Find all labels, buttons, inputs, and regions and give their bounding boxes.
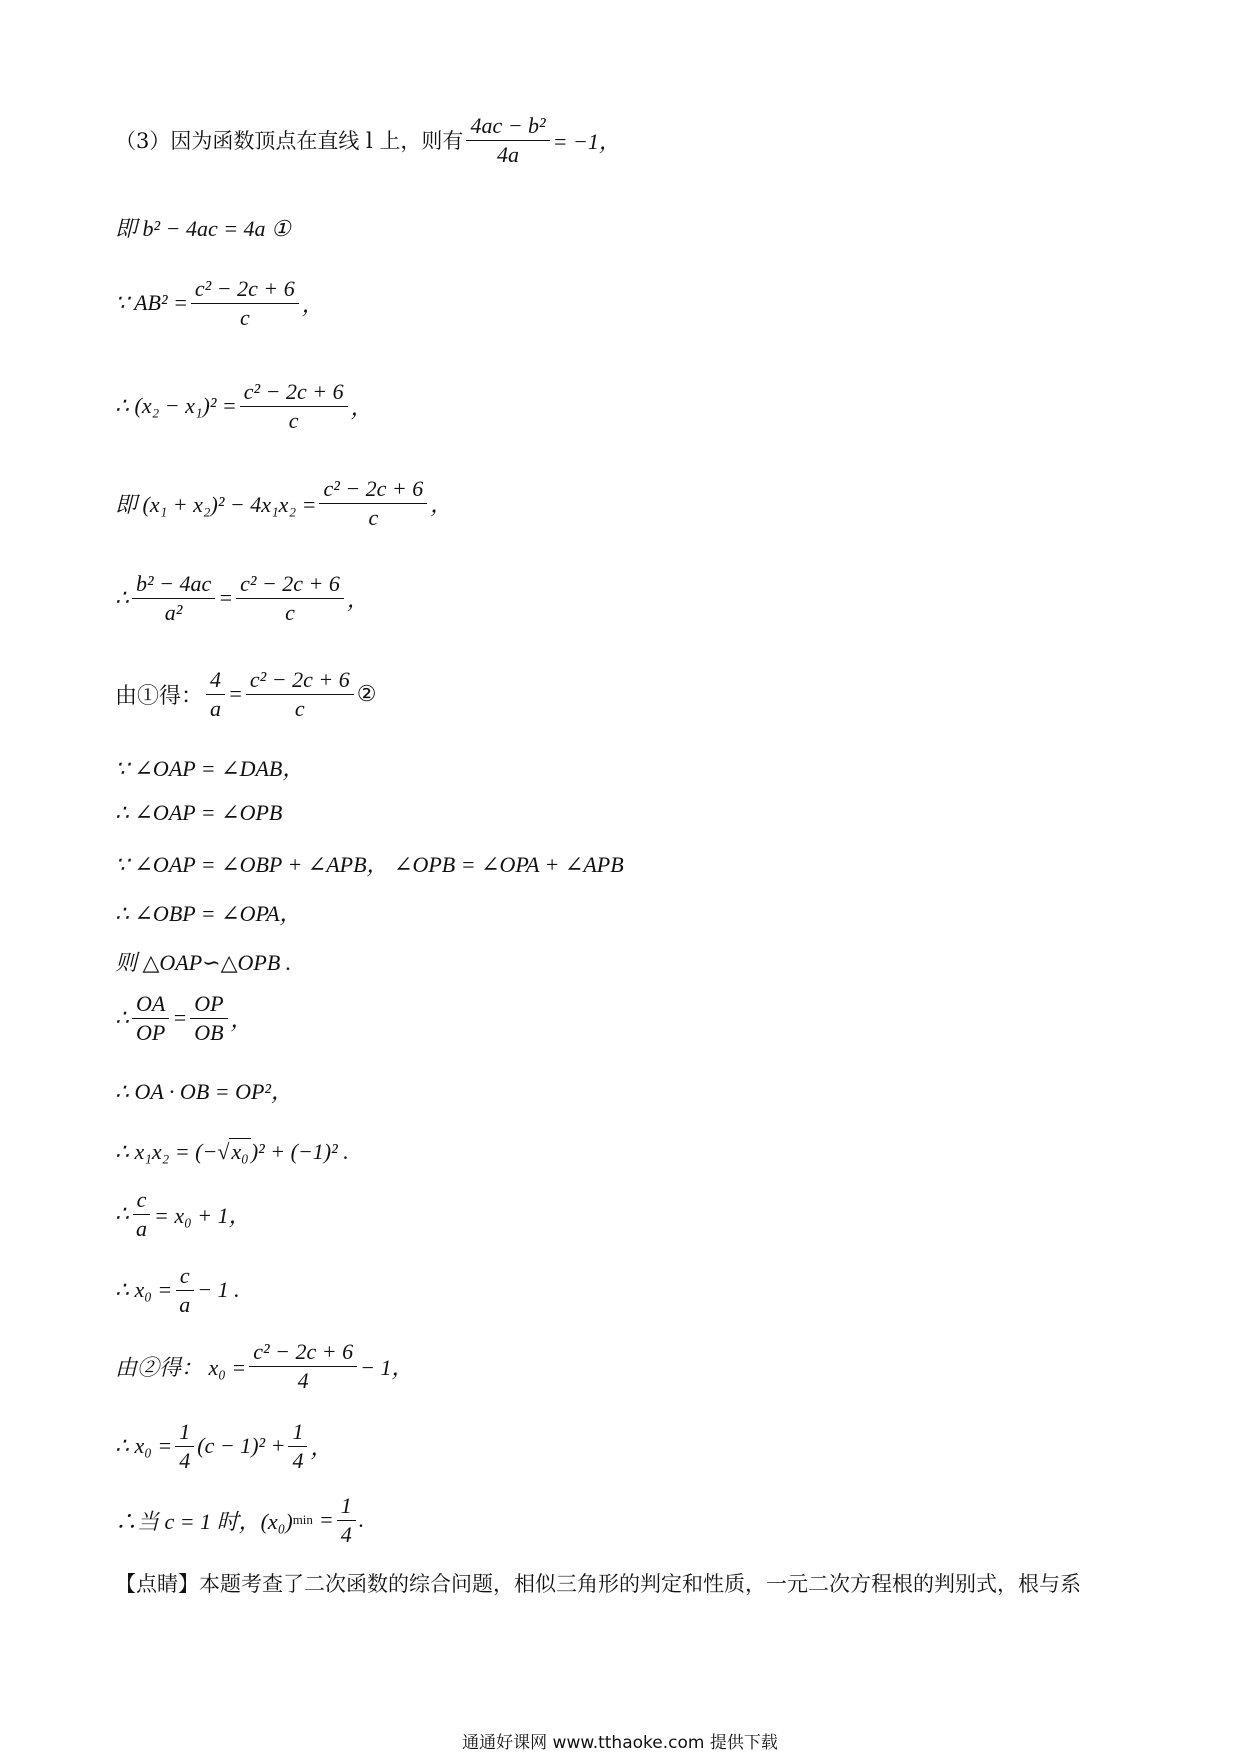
line-17 bbox=[115, 1262, 240, 1318]
denominator: a bbox=[136, 1215, 147, 1241]
fraction bbox=[249, 1338, 357, 1394]
numerator: b² − 4ac bbox=[132, 570, 215, 599]
line-19-middle: (c − 1)² + bbox=[197, 1433, 286, 1458]
fraction bbox=[337, 1492, 356, 1548]
line-6 bbox=[115, 570, 369, 626]
equals-sign: = bbox=[228, 681, 243, 706]
numerator: 4 bbox=[206, 666, 225, 695]
page-footer: 通通好课网 www.tthaoke.com 提供下载 bbox=[462, 1733, 778, 1753]
line-5-suffix: ， bbox=[430, 491, 453, 517]
fraction bbox=[132, 1186, 151, 1242]
line-7-prefix: 由①得： bbox=[115, 682, 204, 708]
line-18-suffix: − 1， bbox=[360, 1354, 414, 1380]
line-3-suffix: ， bbox=[301, 291, 324, 317]
line-11 bbox=[115, 897, 302, 928]
line-5 bbox=[115, 475, 452, 531]
denominator: c bbox=[294, 695, 305, 721]
line-15-prefix: ∴ x₁x₂ = (− bbox=[115, 1138, 218, 1164]
denominator: c bbox=[288, 407, 299, 433]
line-3 bbox=[115, 275, 324, 331]
line-6-prefix: ∴ bbox=[115, 585, 129, 610]
denominator: 4a bbox=[497, 141, 520, 167]
line-1 bbox=[115, 112, 621, 168]
fraction bbox=[236, 570, 344, 626]
fraction bbox=[246, 666, 354, 722]
fraction bbox=[190, 990, 227, 1046]
line-16 bbox=[115, 1186, 251, 1242]
denominator: 4 bbox=[297, 1367, 309, 1393]
radicand: x₀ bbox=[231, 1139, 249, 1164]
line-15 bbox=[115, 1138, 349, 1165]
numerator: c bbox=[176, 1262, 194, 1291]
line-13-suffix: ， bbox=[230, 1006, 253, 1032]
line-4-suffix: ， bbox=[350, 394, 373, 420]
radical-sign: √ bbox=[217, 1138, 230, 1164]
line-20-prefix: ∴当 c = 1 时，(x₀) bbox=[115, 1508, 293, 1534]
line-16-prefix: ∴ bbox=[115, 1201, 129, 1226]
line-10 bbox=[115, 848, 624, 879]
line-11-text: ∴ ∠OBP = ∠OPA， bbox=[115, 901, 302, 926]
numerator: c² − 2c + 6 bbox=[249, 1338, 357, 1367]
line-14 bbox=[115, 1075, 293, 1106]
denominator: a bbox=[210, 695, 222, 721]
line-8-text: ∵ ∠OAP = ∠DAB， bbox=[115, 756, 305, 781]
fraction bbox=[319, 475, 427, 531]
line-2 bbox=[115, 212, 291, 243]
fraction bbox=[240, 378, 348, 434]
line-9-text: ∴ ∠OAP = ∠OPB bbox=[115, 800, 283, 825]
denominator: 4 bbox=[179, 1447, 191, 1473]
line-12 bbox=[115, 946, 291, 977]
fraction bbox=[466, 112, 549, 168]
denominator: OP bbox=[136, 1019, 166, 1045]
numerator: OP bbox=[190, 990, 227, 1019]
line-5-prefix: 即 (x₁ + x₂)² − 4x₁x₂ = bbox=[115, 491, 317, 517]
comment-line bbox=[115, 1568, 1081, 1598]
denominator: OB bbox=[194, 1019, 224, 1045]
line-19-prefix: ∴ x₀ = bbox=[115, 1433, 173, 1458]
numerator: c² − 2c + 6 bbox=[319, 475, 427, 504]
numerator: 1 bbox=[175, 1418, 194, 1447]
line-6-suffix: ， bbox=[346, 586, 369, 612]
line-1-prefix: （3）因为函数顶点在直线 l 上，则有 bbox=[115, 129, 464, 153]
line-19-suffix: ， bbox=[310, 1434, 333, 1460]
fraction bbox=[132, 990, 169, 1046]
numerator: c² − 2c + 6 bbox=[191, 275, 299, 304]
min-subscript: min bbox=[292, 1512, 313, 1527]
line-9 bbox=[115, 800, 282, 826]
line-20-suffix: . bbox=[358, 1507, 365, 1532]
line-10-text: ∵ ∠OAP = ∠OBP + ∠APB， ∠OPB = ∠OPA + ∠APB bbox=[115, 852, 624, 877]
denominator: 4 bbox=[292, 1447, 304, 1473]
line-19 bbox=[115, 1418, 333, 1474]
line-2-text: 即 b² − 4ac = 4a ① bbox=[115, 216, 291, 241]
numerator: 4ac − b² bbox=[466, 112, 549, 141]
line-8 bbox=[115, 752, 304, 783]
line-1-suffix: = −1， bbox=[552, 128, 621, 154]
equals-sign: = bbox=[318, 1507, 334, 1532]
fraction bbox=[288, 1418, 307, 1474]
fraction bbox=[191, 275, 299, 331]
numerator: c² − 2c + 6 bbox=[246, 666, 354, 695]
numerator: 1 bbox=[288, 1418, 307, 1447]
line-4 bbox=[115, 378, 373, 434]
line-14-text: ∴ OA · OB = OP²， bbox=[115, 1079, 294, 1104]
line-18 bbox=[115, 1338, 413, 1394]
numerator: c² − 2c + 6 bbox=[240, 378, 348, 407]
denominator: c bbox=[285, 599, 295, 625]
numerator: OA bbox=[132, 990, 169, 1019]
fraction bbox=[175, 1262, 194, 1318]
line-7 bbox=[115, 666, 376, 722]
line-12-text: 则 △OAP∽△OPB . bbox=[115, 950, 292, 975]
line-13-prefix: ∴ bbox=[115, 1005, 129, 1030]
line-7-suffix: ② bbox=[356, 681, 377, 706]
line-18-prefix: 由②得： x₀ = bbox=[115, 1354, 247, 1380]
denominator: c bbox=[368, 504, 379, 530]
denominator: a bbox=[179, 1291, 191, 1317]
equals-sign: = bbox=[172, 1005, 188, 1030]
equals-sign: = bbox=[218, 585, 234, 610]
numerator: c bbox=[133, 1186, 151, 1215]
line-16-suffix: = x₀ + 1， bbox=[154, 1202, 251, 1228]
numerator: 1 bbox=[337, 1492, 356, 1521]
fraction bbox=[132, 570, 215, 626]
line-17-prefix: ∴ x₀ = bbox=[115, 1277, 173, 1302]
denominator: a² bbox=[164, 599, 183, 625]
fraction bbox=[206, 666, 225, 722]
line-3-prefix: ∵ AB² = bbox=[115, 290, 188, 315]
line-20 bbox=[115, 1492, 364, 1548]
line-13 bbox=[115, 990, 253, 1046]
denominator: c bbox=[239, 304, 250, 330]
fraction bbox=[175, 1418, 194, 1474]
numerator: c² − 2c + 6 bbox=[236, 570, 344, 599]
denominator: 4 bbox=[340, 1521, 352, 1547]
line-4-prefix: ∴ (x₂ − x₁)² = bbox=[115, 393, 237, 418]
comment-text: 【点睛】本题考查了二次函数的综合问题，相似三角形的判定和性质，一元二次方程根的判别式，根与系 bbox=[115, 1572, 1081, 1596]
line-15-suffix: )² + (−1)² . bbox=[250, 1138, 349, 1164]
line-17-suffix: − 1 . bbox=[197, 1277, 240, 1302]
